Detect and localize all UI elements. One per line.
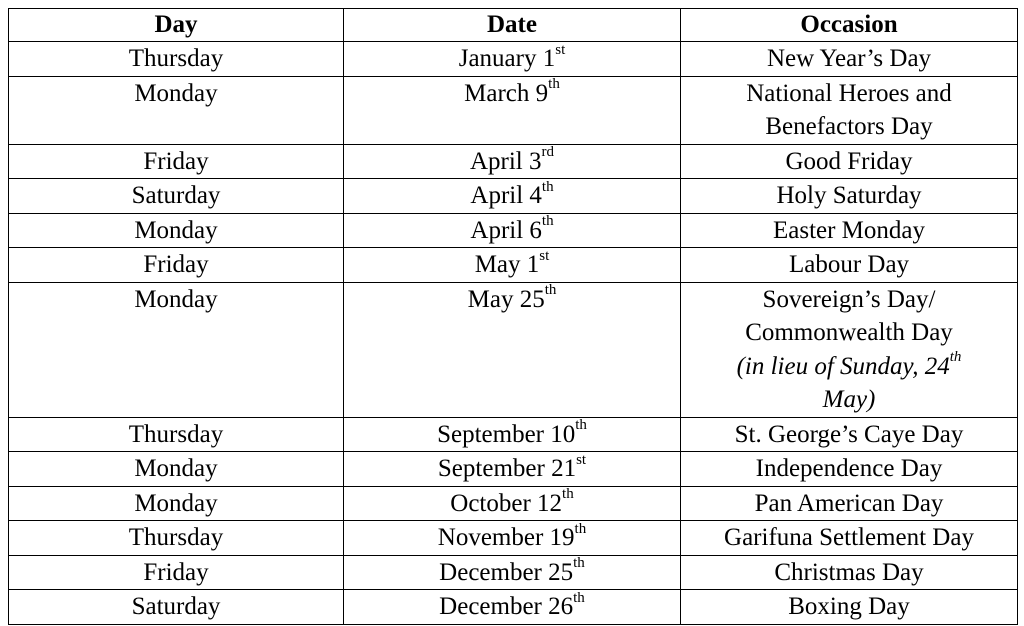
day-cell: Saturday	[9, 590, 344, 625]
occasion-line: Labour Day	[788, 251, 910, 278]
holiday-table	[8, 8, 1018, 625]
date-cell	[344, 590, 681, 625]
date-text: April 6	[470, 216, 542, 244]
date-text: September 21	[437, 455, 577, 482]
day-cell: Thursday	[9, 42, 344, 77]
occasion-cell	[681, 179, 1018, 214]
day-cell: Monday	[9, 213, 344, 248]
date-ordinal-suffix: th	[541, 213, 554, 230]
occasion-cell	[681, 521, 1018, 556]
occasion-cell	[681, 417, 1018, 452]
occasion-cell	[681, 42, 1018, 77]
table-row	[9, 555, 1018, 590]
table-row	[9, 179, 1018, 214]
date-cell	[344, 486, 681, 521]
occasion-cell	[681, 282, 1018, 417]
date-ordinal-suffix: th	[562, 486, 574, 503]
date-cell	[344, 76, 681, 144]
occasion-note-line	[685, 350, 1013, 384]
day-cell: Monday	[9, 282, 344, 417]
occasion-line: Holy Saturday	[776, 182, 922, 209]
table-row	[9, 417, 1018, 452]
date-text: April 3	[469, 147, 542, 175]
date-text: November 19	[437, 524, 575, 551]
date-text: October 12	[450, 489, 563, 517]
date-cell	[344, 282, 681, 417]
occasion-cell	[681, 248, 1018, 283]
day-cell: Friday	[9, 144, 344, 179]
column-header-date: Date	[344, 9, 681, 42]
date-cell	[344, 555, 681, 590]
occasion-line: Sovereign’s Day/	[762, 285, 936, 313]
date-cell	[344, 452, 681, 487]
occasion-line: New Year’s Day	[766, 45, 932, 72]
occasion-line: Christmas Day	[774, 558, 924, 586]
column-header-day: Day	[9, 9, 344, 42]
date-ordinal-suffix: rd	[541, 144, 555, 161]
day-cell: Saturday	[9, 179, 344, 214]
table-row	[9, 248, 1018, 283]
occasion-line: Garifuna Settlement Day	[724, 524, 974, 551]
occasion-note-text: (in lieu of Sunday, 24	[736, 352, 950, 380]
date-ordinal-suffix: th	[575, 417, 587, 434]
occasion-line: St. George’s Caye Day	[734, 420, 964, 448]
date-ordinal-suffix: th	[573, 555, 585, 572]
date-ordinal-suffix: th	[548, 76, 560, 93]
date-ordinal-suffix: th	[544, 282, 557, 299]
table-row	[9, 282, 1018, 417]
date-ordinal-suffix: th	[574, 520, 587, 537]
date-cell	[344, 248, 681, 283]
day-cell: Thursday	[9, 521, 344, 556]
occasion-note-ordinal-suffix: th	[949, 349, 962, 366]
date-cell	[344, 417, 681, 452]
occasion-cell	[681, 144, 1018, 179]
date-ordinal-suffix: th	[573, 589, 585, 606]
date-cell	[344, 521, 681, 556]
date-ordinal-suffix: st	[539, 247, 550, 264]
table-row	[9, 213, 1018, 248]
header-row	[9, 9, 1018, 42]
occasion-cell	[681, 486, 1018, 521]
table-row	[9, 144, 1018, 179]
date-text: May 1	[474, 251, 540, 278]
date-text: April 4	[470, 182, 542, 209]
occasion-line: Easter Monday	[772, 216, 926, 244]
table-row	[9, 452, 1018, 487]
date-cell	[344, 213, 681, 248]
date-ordinal-suffix: st	[576, 451, 587, 468]
occasion-line: Good Friday	[785, 147, 913, 175]
occasion-line: Benefactors Day	[765, 113, 933, 140]
date-cell	[344, 42, 681, 77]
occasion-cell	[681, 452, 1018, 487]
date-text: September 10	[437, 420, 576, 448]
table-row	[9, 486, 1018, 521]
day-cell: Friday	[9, 248, 344, 283]
occasion-line: Independence Day	[755, 455, 943, 482]
day-cell: Monday	[9, 76, 344, 144]
occasion-line: Commonwealth Day	[745, 319, 953, 346]
table-body	[9, 42, 1018, 625]
day-cell: Monday	[9, 486, 344, 521]
occasion-cell	[681, 213, 1018, 248]
date-ordinal-suffix: st	[555, 41, 566, 58]
column-header-occasion: Occasion	[681, 9, 1018, 42]
table-row	[9, 42, 1018, 77]
day-cell: Friday	[9, 555, 344, 590]
date-cell	[344, 179, 681, 214]
occasion-line: Pan American Day	[754, 489, 944, 517]
table-row	[9, 521, 1018, 556]
date-text: January 1	[458, 45, 556, 72]
table-row	[9, 590, 1018, 625]
date-text: December 26	[439, 593, 574, 620]
occasion-cell	[681, 76, 1018, 144]
date-ordinal-suffix: th	[541, 178, 554, 195]
occasion-cell	[681, 590, 1018, 625]
occasion-line: Boxing Day	[788, 593, 910, 620]
date-text: December 25	[439, 558, 574, 586]
date-cell	[344, 144, 681, 179]
occasion-cell	[681, 555, 1018, 590]
day-cell: Thursday	[9, 417, 344, 452]
table-row	[9, 76, 1018, 144]
day-cell: Monday	[9, 452, 344, 487]
date-text: March 9	[464, 79, 549, 107]
occasion-line: National Heroes and	[746, 79, 952, 107]
date-text: May 25	[467, 285, 545, 313]
occasion-note-line: May)	[822, 386, 876, 413]
